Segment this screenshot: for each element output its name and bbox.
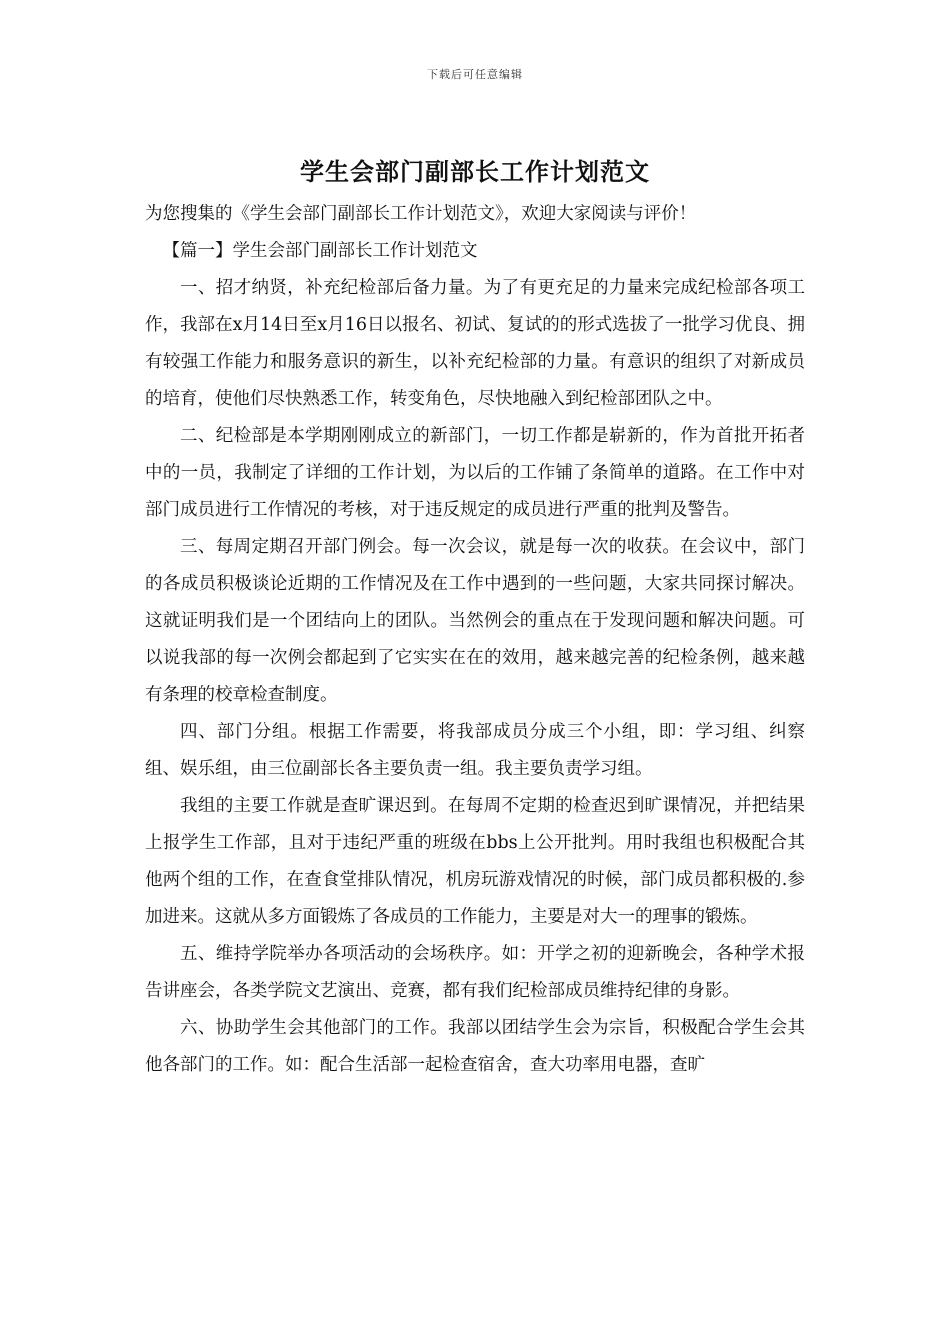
paragraph-5: 我组的主要工作就是查旷课迟到。在每周不定期的检查迟到旷课情况，并把结果上报学生工作部，且对于违纪严重的班级在bbs上公开批判。用时我组也积极配合其他两个组的工作，在查食堂排队情况，机房玩游戏情况的时候，部门成员都积极的.参加进来。这就从多方面锻炼了各成员的工作能力，主要是对大一的理事的锻炼。 <box>145 796 805 927</box>
paragraph-4: 四、部门分组。根据工作需要，将我部成员分成三个小组，即：学习组、纠察组、娱乐组，由三位副部长各主要负责一组。我主要负责学习组。 <box>145 722 805 779</box>
paragraph-7: 六、协助学生会其他部门的工作。我部以团结学生会为宗旨，积极配合学生会其他各部门的工作。如：配合生活部一起检查宿舍，查大功率用电器，查旷 <box>145 1018 805 1075</box>
paragraph-6: 五、维持学院举办各项活动的会场秩序。如：开学之初的迎新晚会，各种学术报告讲座会，各类学院文艺演出、竞赛，都有我们纪检部成员维持纪律的身影。 <box>145 944 805 1001</box>
paragraph-3: 三、每周定期召开部门例会。每一次会议，就是每一次的收获。在会议中，部门的各成员积极谈论近期的工作情况及在工作中遇到的一些问题，大家共同探讨解决。这就证明我们是一个团结向上的团队。当然例会的重点在于发现问题和解决问题。可以说我部的每一次例会都起到了它实实在在的效用，越来越完善的纪检条例，越来越有条理的校章检查制度。 <box>145 537 805 705</box>
document-body <box>145 196 805 1084</box>
section-heading: 【篇一】学生会部门副部长工作计划范文 <box>162 241 478 261</box>
paragraph-1: 一、招才纳贤，补充纪检部后备力量。为了有更充足的力量来完成纪检部各项工作，我部在x月14日至x月16日以报名、初试、复试的的形式选拔了一批学习优良、拥有较强工作能力和服务意识的新生，以补充纪检部的力量。有意识的组织了对新成员的培育，使他们尽快熟悉工作，转变角色，尽快地融入到纪检部团队之中。 <box>145 278 805 409</box>
paragraph-2: 二、纪检部是本学期刚刚成立的新部门，一切工作都是崭新的，作为首批开拓者中的一员，我制定了详细的工作计划，为以后的工作铺了条简单的道路。在工作中对部门成员进行工作情况的考核，对于违反规定的成员进行严重的批判及警告。 <box>145 426 805 520</box>
intro-paragraph: 为您搜集的《学生会部门副部长工作计划范文》，欢迎大家阅读与评价！ <box>145 204 697 224</box>
document-title: 学生会部门副部长工作计划范文 <box>300 157 650 186</box>
header-note: 下载后可任意编辑 <box>427 68 523 81</box>
